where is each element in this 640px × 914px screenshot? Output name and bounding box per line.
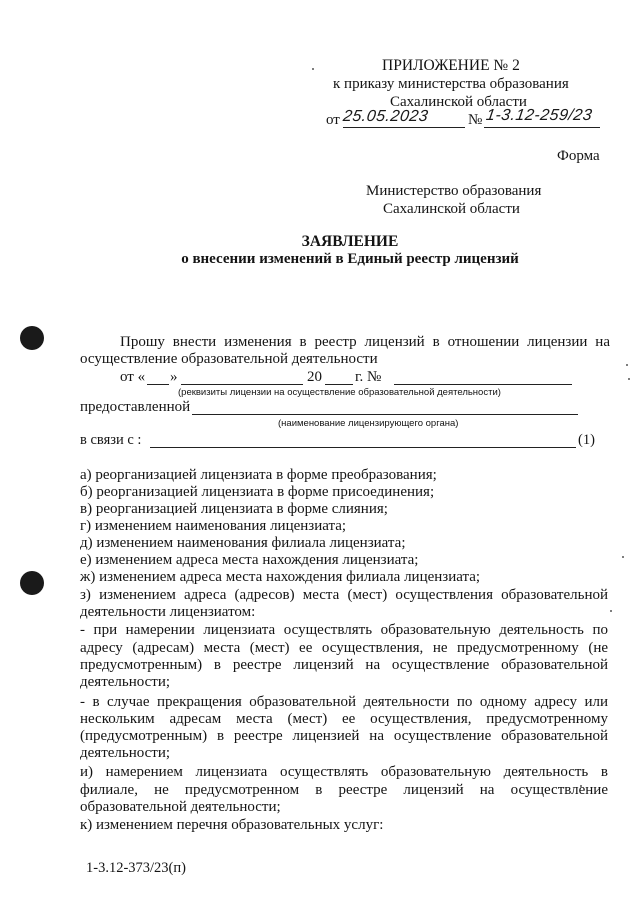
sub-item-2-line-3: (предусмотренным) в реестре лицензией на осуществление образовательной	[80, 728, 608, 744]
reason-label: в связи с :	[80, 432, 142, 448]
scan-speck	[312, 68, 314, 70]
order-number-prefix: №	[468, 112, 483, 128]
order-line-2: Сахалинской области	[390, 94, 527, 110]
list-item: д) изменением наименования филиала лицензиата;	[80, 535, 406, 551]
reason-footnote: (1)	[578, 432, 595, 448]
hint-license-details: (реквизиты лицензии на осуществление образовательной деятельности)	[178, 387, 501, 398]
scan-speck	[622, 556, 624, 558]
license-number-label: г. №	[355, 369, 382, 385]
sub-item-1-line-2: адресу (адресам) места (мест) ее осуществления, не предусмотренному (не	[80, 640, 608, 656]
document-title: ЗАЯВЛЕНИЕ	[301, 233, 399, 250]
punch-hole-top	[20, 326, 44, 350]
item-i-line-3: образовательной деятельности;	[80, 799, 281, 815]
form-label: Форма	[557, 148, 600, 164]
punch-hole-bottom	[20, 571, 44, 595]
license-year-field[interactable]	[325, 384, 353, 385]
recipient-line-1: Министерство образования	[366, 183, 542, 199]
license-day-field[interactable]	[147, 384, 169, 385]
license-number-field[interactable]	[394, 384, 572, 385]
sub-item-1-line-1: - при намерении лицензиата осуществлять образовательную деятельность по	[80, 622, 608, 638]
sub-item-2-line-4: деятельности;	[80, 745, 171, 761]
list-item: г) изменением наименования лицензиата;	[80, 518, 347, 534]
recipient-line-2: Сахалинской области	[383, 201, 520, 217]
order-date-prefix: от	[326, 112, 340, 128]
list-item: б) реорганизацией лицензиата в форме присоединения;	[80, 484, 435, 500]
list-item: в) реорганизацией лицензиата в форме слияния;	[80, 501, 388, 517]
license-date-quote-close: »	[170, 369, 178, 385]
list-item: е) изменением адреса места нахождения лицензиата;	[80, 552, 419, 568]
licensing-body-field[interactable]	[192, 414, 578, 415]
hint-licensing-body: (наименование лицензирующего органа)	[278, 418, 459, 429]
request-line-1: Прошу внести изменения в реестр лицензий в отношении лицензии на	[120, 334, 610, 350]
sub-item-2-line-2: нескольким адресам места (мест) ее осуществления, предусмотренному	[80, 711, 608, 727]
item-z-line-1: з) изменением адреса (адресов) места (мест) осуществления образовательной	[80, 587, 608, 603]
item-i-line-1: и) намерением лицензиата осуществлять образовательную деятельность в	[80, 764, 608, 780]
order-date-line	[343, 127, 465, 128]
sub-item-1-line-3: предусмотренным) в реестре лицензий на осуществление образовательной	[80, 657, 608, 673]
license-date-from: от «	[120, 369, 146, 385]
list-item: а) реорганизацией лицензиата в форме преобразования;	[80, 467, 437, 483]
scan-speck	[626, 364, 628, 366]
document-subtitle: о внесении изменений в Единый реестр лицензий	[181, 251, 519, 267]
provided-label: предоставленной	[80, 399, 191, 415]
order-number-line	[484, 127, 600, 128]
scan-speck	[610, 610, 612, 612]
list-item: ж) изменением адреса места нахождения филиала лицензиата;	[80, 569, 481, 585]
sub-item-1-line-4: деятельности;	[80, 674, 171, 690]
order-date-handwritten: 25.05.2023	[341, 108, 430, 125]
request-line-2: осуществление образовательной деятельности	[80, 351, 378, 367]
license-month-field[interactable]	[181, 384, 303, 385]
sub-item-2-line-1: - в случае прекращения образовательной деятельности по одному адресу или	[80, 694, 608, 710]
reason-field[interactable]	[150, 447, 576, 448]
item-k: к) изменением перечня образовательных услуг:	[80, 817, 384, 833]
license-year-prefix: 20	[307, 369, 322, 385]
item-i-line-2: филиале, не предусмотренном в реестре лицензий на осуществление	[80, 782, 608, 798]
scan-speck	[628, 378, 630, 380]
footer-code: 1-3.12-373/23(п)	[86, 860, 186, 876]
order-number-handwritten: 1-3.12-259/23	[484, 107, 594, 124]
appendix-title: ПРИЛОЖЕНИЕ № 2	[382, 57, 520, 74]
order-line-1: к приказу министерства образования	[333, 76, 569, 92]
item-z-line-2: деятельности лицензиатом:	[80, 604, 256, 620]
